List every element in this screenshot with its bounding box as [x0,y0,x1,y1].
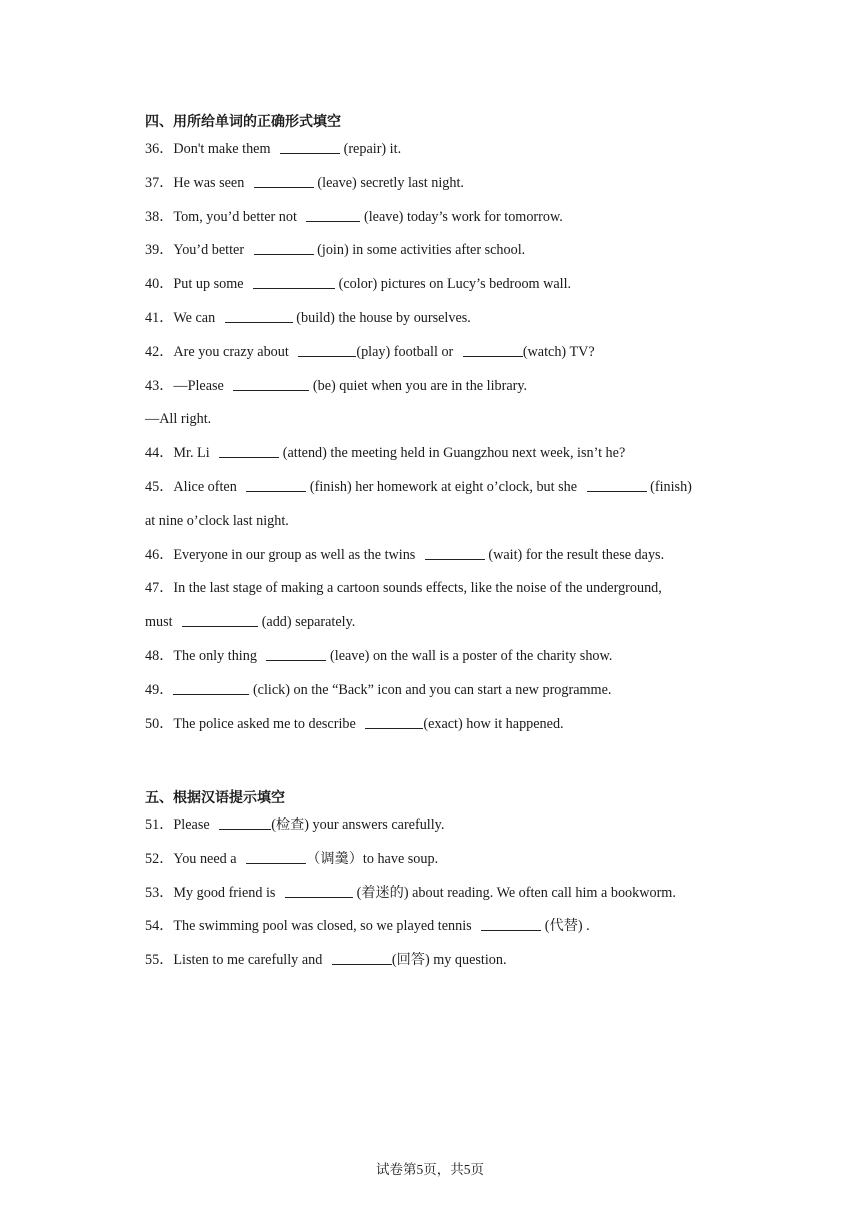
question-41: 41．We can (build) the house by ourselves. [145,309,471,326]
question-44: 44．Mr. Li (attend) the meeting held in Guangzhou next week, isn’t he? [145,445,626,462]
question-number: 51． [145,817,174,833]
answer-blank[interactable] [266,659,326,661]
question-47: 47．In the last stage of making a cartoon sounds effects, like the noise of the underground, [145,580,662,597]
question-number: 44． [145,445,174,462]
question-55: 55．Listen to me carefully and (回答) my question. [145,952,507,969]
answer-blank[interactable] [425,558,485,560]
question-48: 48．The only thing (leave) on the wall is a poster of the charity show. [145,647,613,664]
question-52: 52．You need a （调羹）to have soup. [145,850,439,867]
answer-blank[interactable] [254,186,314,188]
answer-blank[interactable] [219,828,271,830]
answer-blank[interactable] [246,490,306,492]
question-38: 38．Tom, you’d better not (leave) today’s work for tomorrow. [145,208,563,225]
page-footer: 试卷第5页，共5页 [376,1162,484,1177]
question-50: 50．The police asked me to describe (exact) how it happened. [145,715,564,732]
answer-blank[interactable] [280,152,340,154]
question-number: 54． [145,918,174,935]
question-42: 42．Are you crazy about (play) football or (watch) TV? [145,343,595,360]
question-number: 41． [145,309,174,326]
answer-blank[interactable] [365,727,423,729]
question-number: 36． [145,141,174,157]
answer-blank[interactable] [285,896,353,898]
question-number: 42． [145,343,174,360]
question-number: 47． [145,580,174,597]
answer-blank[interactable] [225,321,293,323]
question-number: 39． [145,242,174,259]
answer-blank[interactable] [173,693,249,695]
question-number: 37． [145,174,174,191]
question-37: 37．He was seen (leave) secretly last night. [145,174,464,191]
question-number: 46． [145,546,174,563]
question-number: 38． [145,208,174,225]
question-number: 40． [145,276,174,293]
answer-blank[interactable] [219,456,279,458]
answer-blank[interactable] [481,929,541,931]
question-36: 36．Don't make them (repair) it. [145,141,402,157]
answer-blank[interactable] [306,220,360,222]
question-46: 46．Everyone in our group as well as the twins (wait) for the result these days. [145,546,665,563]
section-heading: 五、根据汉语提示填空 [145,790,285,806]
answer-blank[interactable] [298,355,356,357]
question-40: 40．Put up some (color) pictures on Lucy’s bedroom wall. [145,276,572,293]
question-47-continued: must (add) separately. [145,614,356,631]
answer-blank[interactable] [233,389,309,391]
question-45: 45．Alice often (finish) her homework at eight o’clock, but she (finish) [145,478,692,495]
question-39: 39．You’d better (join) in some activities after school. [145,242,526,259]
section-fill-word-form [145,111,745,741]
answer-blank[interactable] [463,355,523,357]
question-number: 50． [145,715,174,732]
question-number: 48． [145,647,174,664]
answer-blank[interactable] [332,963,392,965]
section-chinese-hint [145,787,745,978]
question-51: 51．Please (检查) your answers carefully. [145,817,445,833]
question-43-reply: —All right. [145,411,212,428]
question-number: 52． [145,850,174,867]
question-43: 43．—Please (be) quiet when you are in the library. [145,377,528,394]
question-number: 43． [145,377,174,394]
question-number: 55． [145,952,174,969]
question-number: 53． [145,884,174,901]
answer-blank[interactable] [246,862,306,864]
question-number: 49． [145,681,174,698]
answer-blank[interactable] [182,625,258,627]
question-54: 54．The swimming pool was closed, so we played tennis (代替) . [145,918,590,935]
section-heading: 四、用所给单词的正确形式填空 [145,114,341,130]
question-53: 53．My good friend is (着迷的) about reading. We often call him a bookworm. [145,884,676,901]
answer-blank[interactable] [587,490,647,492]
question-49: 49． (click) on the “Back” icon and you can start a new programme. [145,681,612,698]
question-number: 45． [145,478,174,495]
answer-blank[interactable] [254,253,314,255]
answer-blank[interactable] [253,287,335,289]
question-45-continued: at nine o’clock last night. [145,512,289,529]
